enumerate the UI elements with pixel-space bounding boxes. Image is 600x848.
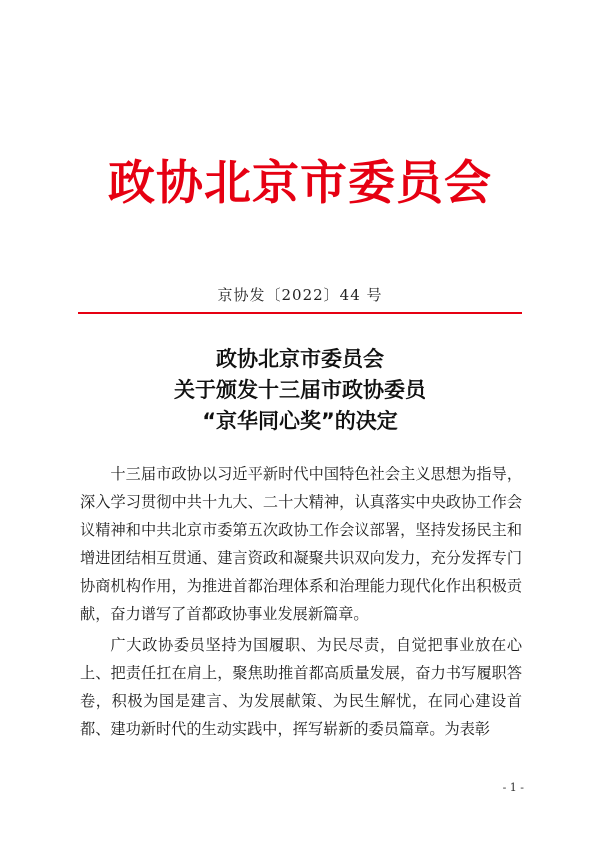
red-divider-line [78,312,522,314]
title-line: “京华同心奖”的决定 [202,409,398,433]
title-line: 关于颁发十三届市政协委员 [174,378,426,402]
document-body [80,460,522,746]
body-paragraph: 广大政协委员坚持为国履职、为民尽责，自觉把事业放在心上、把责任扛在肩上，聚焦助推首都高质量发展，奋力书写履职答卷，积极为国是建言、为发展献策、为民生解忧，在同心建设首都、建功新时代的生动实践中，挥写崭新的委员篇章。为表彰 [80,636,522,738]
page-number: - 1 - [502,781,524,794]
body-paragraph: 十三届市政协以习近平新时代中国特色社会主义思想为指导，深入学习贯彻中共十九大、二十大精神，认真落实中央政协工作会议精神和中共北京市委第五次政协工作会议部署，坚持发扬民主和增进团结相互贯通、建言资政和凝聚共识双向发力，充分发挥专门协商机构作用，为推进首都治理体系和治理能力现代化作出积极贡献，奋力谱写了首都政协事业发展新篇章。 [80,465,522,623]
title-line: 政协北京市委员会 [216,347,384,371]
document-title [0,344,600,437]
issuing-org-header: 政协北京市委员会 [108,156,492,211]
document-number: 京协发〔2022〕44 号 [217,286,383,304]
